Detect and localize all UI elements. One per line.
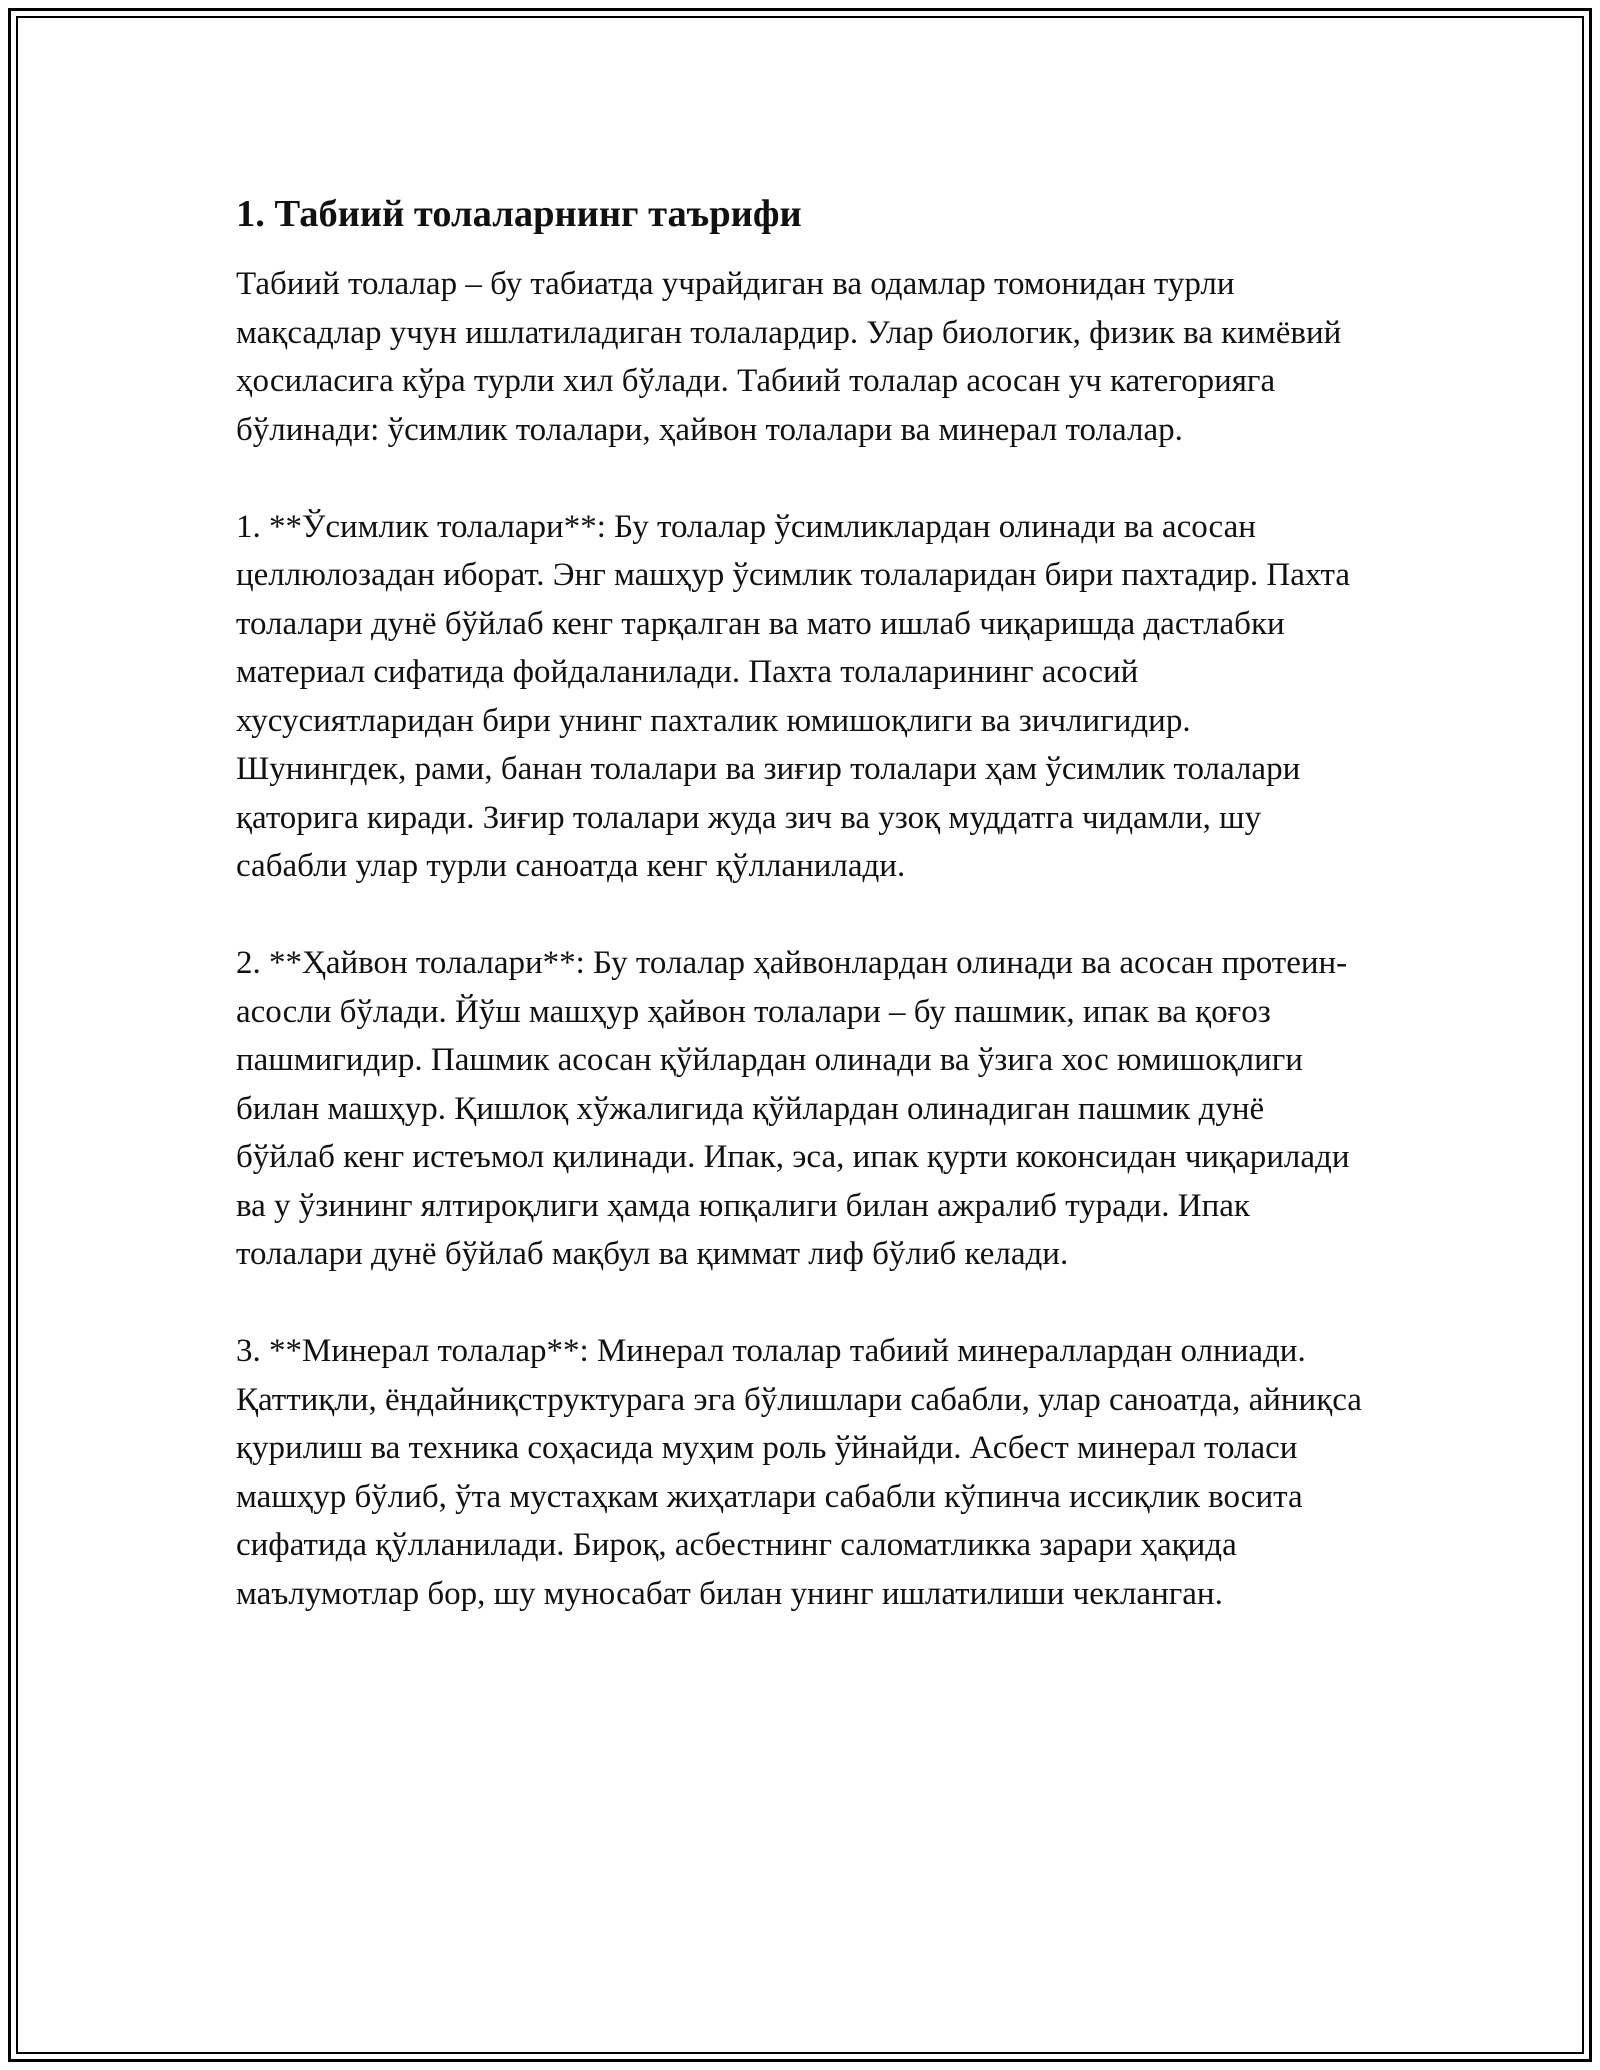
section-heading: 1. Табиий толаларнинг таърифи (236, 193, 802, 235)
intro-paragraph: Табиий толалар – бу табиатда учрайдиган ва одамлар томонидан турли мақсадлар учун ишлатиладиган толалардир. Улар биологик, физик ва кимёвий ҳосиласига кўра турли хил бўлади. Табиий толалар асосан уч категорияга бўлинади: ўсимлик толалари, ҳайвон толалари ва минерал толалар. (236, 266, 1342, 448)
animal-fibers-paragraph: 2. **Ҳайвон толалари**: Бу толалар ҳайвонлардан олинади ва асосан протеин-асосли бўлади. Йўш машҳур ҳайвон толалари – бу пашмик, ипак ва қоғоз пашмигидир. Пашмик асосан қўйлардан олинади ва ўзига хос юмишоқлиги билан машҳур. Қишлоқ хўжалигида қўйлардан олинадиган пашмик дунё бўйлаб кенг истеъмол қилинади. Ипак, эса, ипак қурти коконсидан чиқарилади ва у ўзининг ялтироқлиги ҳамда юпқалиги билан ажралиб туради. Ипак толалари дунё бўйлаб мақбул ва қиммат лиф бўлиб келади. (236, 945, 1350, 1272)
mineral-fibers-paragraph: 3. **Минерал толалар**: Минерал толалар табиий минераллардан олниади. Қаттиқли, ёндайниқструктурага эга бўлишлари сабабли, улар саноатда, айниқса қурилиш ва техника соҳасида муҳим роль ўйнайди. Асбест минерал толаси машҳур бўлиб, ўта мустаҳкам жиҳатлари сабабли кўпинча иссиқлик восита сифатида қўлланилади. Бироқ, асбестнинг саломатликка зарари ҳақида маълумотлар бор, шу муносабат билан унинг ишлатилиши чекланган. (236, 1333, 1362, 1612)
plant-fibers-paragraph: 1. **Ўсимлик толалари**: Бу толалар ўсимликлардан олинади ва асосан целлюлозадан иборат. Энг машҳур ўсимлик толаларидан бири пахтадир. Пахта толалари дунё бўйлаб кенг тарқалган ва мато ишлаб чиқаришда дастлабки материал сифатида фойдаланилади. Пахта толаларининг асосий хусусиятларидан бири унинг пахталик юмишоқлиги ва зичлигидир. Шунингдек, рами, банан толалари ва зиғир толалари ҳам ўсимлик толалари қаторига киради. Зиғир толалари жуда зич ва узоқ муддатга чидамли, шу сабабли улар турли саноатда кенг қўлланилади. (236, 508, 1351, 884)
document-body (236, 188, 1366, 1667)
